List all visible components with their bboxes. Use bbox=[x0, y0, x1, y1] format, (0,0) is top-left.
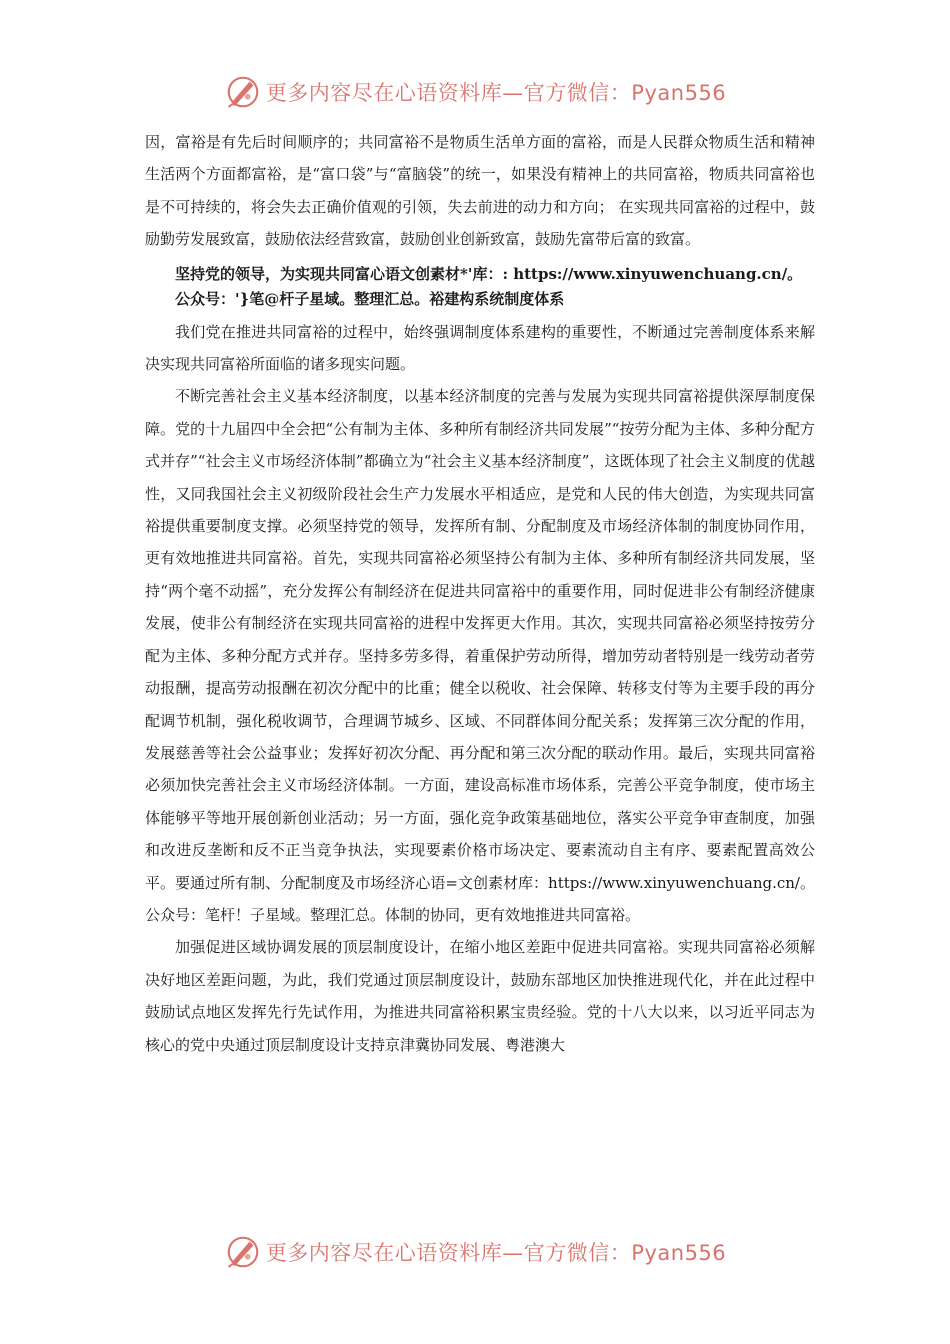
paragraph-regional-development: 加强促进区域协调发展的顶层制度设计，在缩小地区差距中促进共同富裕。实现共同富裕必须解决好地区差距问题，为此，我们党通过顶层制度设计，鼓励东部地区加快推进现代化，并在此过程中鼓励试点地区发挥先行先试作用，为推进共同富裕积累宝贵经验。党的十八大以来，以习近平同志为核心的党中央通过顶层制度设计支持京津冀协同发展、粤港澳大 bbox=[145, 938, 815, 1054]
banner-text: 更多内容尽在心语资料库—官方微信：Pyan556 bbox=[265, 81, 727, 105]
document-body bbox=[145, 126, 815, 1061]
pen-logo-icon bbox=[224, 1233, 262, 1271]
pen-logo-icon bbox=[224, 73, 262, 111]
section-heading: 坚持党的领导，为实现共同富心语文创素材*'库：: https://www.xinyuwenchuang.cn/。公众号：'}笔@杆子星域。整理汇总。裕建构系统制度体系 bbox=[175, 264, 803, 308]
header-watermark-banner bbox=[0, 72, 950, 112]
paragraph-intro: 我们党在推进共同富裕的过程中，始终强调制度体系建构的重要性，不断通过完善制度体系来解决实现共同富裕所面临的诸多现实问题。 bbox=[145, 322, 815, 374]
banner-text: 更多内容尽在心语资料库—官方微信：Pyan556 bbox=[265, 1241, 727, 1265]
footer-watermark-banner bbox=[0, 1232, 950, 1272]
paragraph-continuation: 因，富裕是有先后时间顺序的；共同富裕不是物质生活单方面的富裕，而是人民群众物质生活和精神生活两个方面都富裕，是“富口袋”与“富脑袋”的统一，如果没有精神上的共同富裕，物质共同富裕也是不可持续的，将会失去正确价值观的引领，失去前进的动力和方向； 在实现共同富裕的过程中，鼓励勤劳发展致富，鼓励依法经营致富，鼓励创业创新致富，鼓励先富带后富的致富。 bbox=[145, 133, 815, 249]
paragraph-economic-system: 不断完善社会主义基本经济制度，以基本经济制度的完善与发展为实现共同富裕提供深厚制度保障。党的十九届四中全会把“公有制为主体、多种所有制经济共同发展”“按劳分配为主体、多种分配方式并存”“社会主义市场经济体制”都确立为“社会主义基本经济制度”，这既体现了社会主义制度的优越性，又同我国社会主义初级阶段社会生产力发展水平相适应，是党和人民的伟大创造，为实现共同富裕提供重要制度支撑。必须坚持党的领导，发挥所有制、分配制度及市场经济体制的制度协同作用，更有效地推进共同富裕。首先，实现共同富裕必须坚持公有制为主体、多种所有制经济共同发展，坚持“两个毫不动摇”，充分发挥公有制经济在促进共同富裕中的重要作用，同时促进非公有制经济健康发展，使非公有制经济在实现共同富裕的进程中发挥更大作用。其次，实现共同富裕必须坚持按劳分配为主体、多种分配方式并存。坚持多劳多得，着重保护劳动所得，增加劳动者特别是一线劳动者劳动报酬，提高劳动报酬在初次分配中的比重；健全以税收、社会保障、转移支付等为主要手段的再分配调节机制，强化税收调节，合理调节城乡、区域、不同群体间分配关系；发挥第三次分配的作用，发展慈善等社会公益事业；发挥好初次分配、再分配和第三次分配的联动作用。最后，实现共同富裕必须加快完善社会主义市场经济体制。一方面，建设高标准市场体系，完善公平竞争制度，使市场主体能够平等地开展创新创业活动；另一方面，强化竞争政策基础地位，落实公平竞争审查制度，加强和改进反垄断和反不正当竞争执法，实现要素价格市场决定、要素流动自主有序、要素配置高效公平。要通过所有制、分配制度及市场经济心语=文创素材库：https://www.xinyuwenchuang.cn/。公众号：笔杆！子星域。整理汇总。体制的协同，更有效地推进共同富裕。 bbox=[145, 387, 815, 924]
